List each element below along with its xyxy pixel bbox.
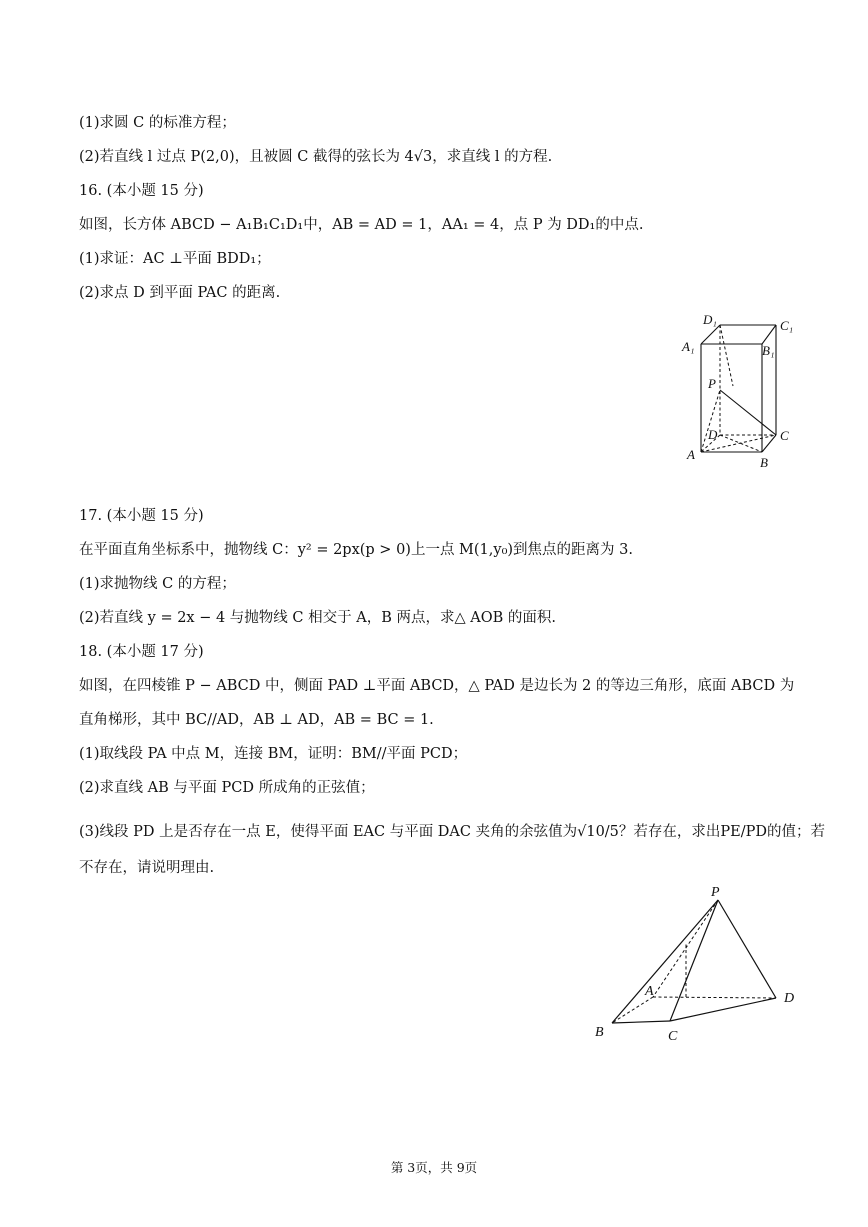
label-p: P <box>708 376 716 391</box>
label-b1: B₁ <box>762 343 775 358</box>
q16-statement: 如图，长方体 ABCD − A₁B₁C₁D₁中，AB = AD = 1，AA₁ = 4，点 P 为 DD₁的中点. <box>79 217 644 233</box>
q18-statement-1: 如图，在四棱锥 P − ABCD 中，侧面 PAD ⊥平面 ABCD，△ PAD 是边长为 2 的等边三角形，底面 ABCD 为 <box>79 678 795 694</box>
label-a1: A₁ <box>682 339 695 354</box>
label-d: D <box>708 427 718 442</box>
q16-heading: 16. (本小题 15 分) <box>79 183 204 199</box>
q17-part1: (1)求抛物线 C 的方程； <box>79 576 236 592</box>
q16-part1: (1)求证：AC ⊥平面 BDD₁； <box>79 251 271 267</box>
q18-part3-cont: 不存在，请说明理由. <box>79 860 215 876</box>
q17-part2: (2)若直线 y = 2x − 4 与抛物线 C 相交于 A，B 两点，求△ AOB 的面积. <box>79 610 556 626</box>
label-c: C <box>780 428 789 443</box>
q15-part1: (1)求圆 C 的标准方程； <box>79 115 236 131</box>
q18-part2: (2)求直线 AB 与平面 PCD 所成角的正弦值； <box>79 780 375 796</box>
label-a: A <box>687 447 695 462</box>
label-b: B <box>595 1025 604 1040</box>
q17-heading: 17. (本小题 15 分) <box>79 508 204 524</box>
q18-heading: 18. (本小题 17 分) <box>79 644 204 660</box>
label-c1: C₁ <box>780 318 794 333</box>
q16-part2: (2)求点 D 到平面 PAC 的距离. <box>79 285 281 301</box>
q18-part1: (1)取线段 PA 中点 M，连接 BM，证明：BM//平面 PCD； <box>79 746 468 762</box>
q18-statement-2: 直角梯形，其中 BC//AD，AB ⊥ AD，AB = BC = 1. <box>79 712 434 728</box>
label-d1: D₁ <box>703 312 717 327</box>
label-a: A <box>645 984 654 999</box>
label-c: C <box>668 1029 678 1044</box>
pyramid-figure <box>590 880 800 1048</box>
label-p: P <box>711 885 720 900</box>
q17-statement: 在平面直角坐标系中，抛物线 C：y² = 2px(p > 0)上一点 M(1,y₀)到焦点的距离为 3. <box>79 542 633 558</box>
cuboid-figure <box>678 308 804 476</box>
page-footer: 第 3页，共 9页 <box>390 1160 478 1175</box>
label-b: B <box>760 455 768 470</box>
q15-part2: (2)若直线 l 过点 P(2,0)，且被圆 C 截得的弦长为 4√3，求直线 l 的方程. <box>79 149 553 165</box>
q18-part3: (3)线段 PD 上是否存在一点 E，使得平面 EAC 与平面 DAC 夹角的余弦值为√10/5？若存在，求出PE/PD的值；若 <box>79 824 826 840</box>
label-d: D <box>784 991 795 1006</box>
